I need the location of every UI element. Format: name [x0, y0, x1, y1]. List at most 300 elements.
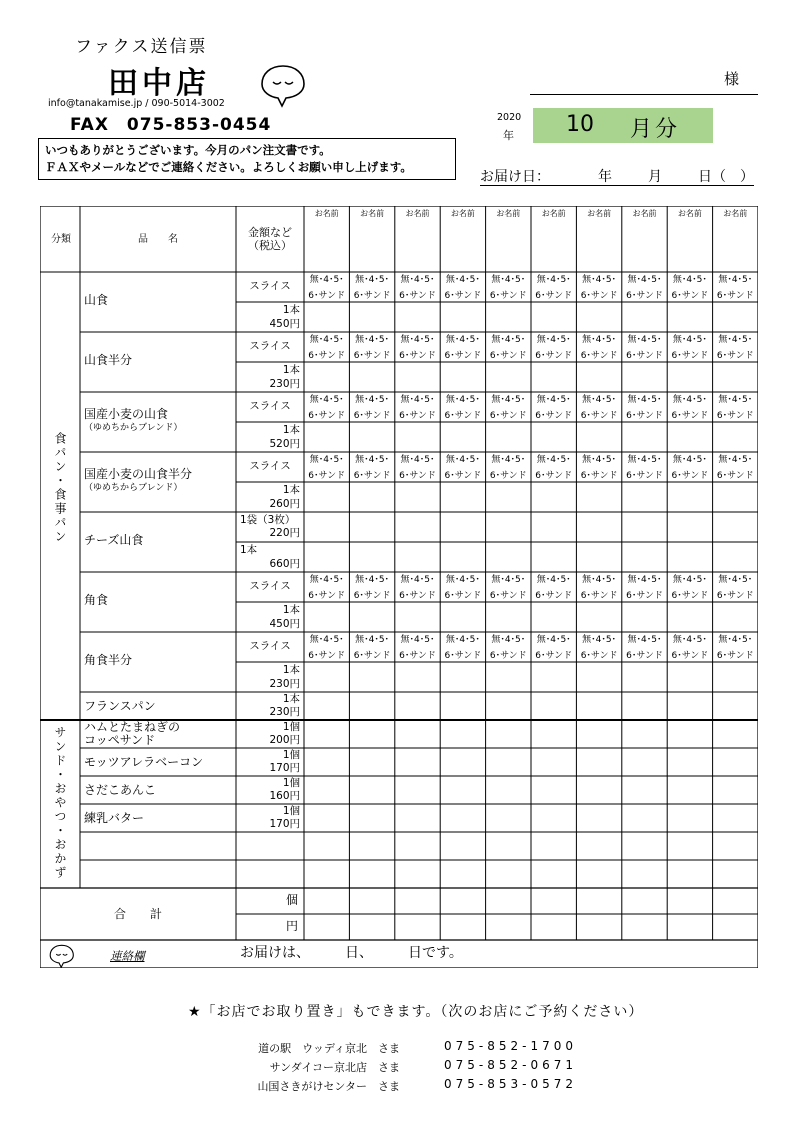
slice-option-cell[interactable] [667, 332, 712, 364]
order-quantity-cell[interactable] [349, 860, 394, 888]
order-quantity-cell[interactable] [486, 302, 531, 332]
slice-option-cell[interactable] [349, 572, 394, 604]
slice-option-line-1: 無･4･5･ [718, 635, 753, 645]
slice-option-line-2: 6･サンド [535, 471, 573, 481]
order-quantity-cell[interactable] [531, 776, 576, 804]
slice-option-line-1: 無･4･5･ [718, 575, 753, 585]
slice-option-line-1: 無･4･5･ [627, 335, 662, 345]
slice-option-line-2: 6･サンド [308, 651, 346, 661]
order-quantity-cell[interactable] [440, 602, 485, 632]
price-unit: 1本 [282, 304, 300, 316]
slice-option-line-1: 無･4･5･ [491, 275, 526, 285]
slice-option-cell[interactable] [667, 272, 712, 304]
order-quantity-cell[interactable] [440, 804, 485, 832]
order-quantity-cell[interactable] [576, 860, 621, 888]
customer-name-header: お名前 [450, 209, 475, 218]
order-quantity-cell[interactable] [486, 482, 531, 512]
order-quantity-cell[interactable] [440, 832, 485, 860]
price-value: 220円 [269, 527, 300, 539]
order-quantity-cell[interactable] [349, 914, 394, 940]
slice-option-cell[interactable] [486, 572, 531, 604]
slice-option-cell[interactable] [667, 452, 712, 484]
order-quantity-cell[interactable] [349, 302, 394, 332]
slice-option-cell[interactable] [713, 452, 758, 484]
delivery-note: お届けは、 日、 日です。 [240, 945, 463, 961]
order-quantity-cell[interactable] [531, 602, 576, 632]
order-quantity-cell[interactable] [622, 422, 667, 452]
order-quantity-cell[interactable] [440, 860, 485, 888]
order-quantity-cell[interactable] [486, 832, 531, 860]
order-quantity-cell[interactable] [395, 832, 440, 860]
slice-option-cell[interactable] [713, 332, 758, 364]
mascot-small-icon [50, 945, 73, 967]
item-subname: （ゆめちからブレンド） [84, 483, 183, 493]
slice-option-cell[interactable] [713, 272, 758, 304]
order-quantity-cell[interactable] [531, 888, 576, 914]
slice-option-line-2: 6･サンド [444, 351, 482, 361]
item-name: 国産小麦の山食 [84, 407, 169, 421]
order-quantity-cell[interactable] [395, 692, 440, 720]
slice-option-line-2: 6･サンド [580, 411, 618, 421]
slice-option-cell[interactable] [395, 392, 440, 424]
order-quantity-cell[interactable] [667, 602, 712, 632]
order-quantity-cell[interactable] [576, 422, 621, 452]
slice-option-line-1: 無･4･5･ [491, 335, 526, 345]
order-quantity-cell[interactable] [622, 662, 667, 692]
order-quantity-cell[interactable] [395, 482, 440, 512]
order-quantity-cell[interactable] [486, 804, 531, 832]
item-name: 山食 [84, 293, 109, 307]
slice-option-cell[interactable] [304, 332, 349, 364]
slice-option-cell[interactable] [349, 332, 394, 364]
slice-option-line-2: 6･サンド [716, 291, 754, 301]
order-quantity-cell[interactable] [713, 692, 758, 720]
order-quantity-cell[interactable] [667, 804, 712, 832]
order-quantity-cell[interactable] [395, 362, 440, 392]
order-quantity-cell[interactable] [349, 422, 394, 452]
order-quantity-cell[interactable] [576, 832, 621, 860]
delivery-date-field[interactable] [480, 166, 754, 186]
slice-option-line-2: 6･サンド [489, 591, 527, 601]
greeting-line-1: いつもありがとうございます。今月のパン注文書です。 [45, 143, 331, 157]
order-quantity-cell[interactable] [349, 482, 394, 512]
slice-option-cell[interactable] [622, 332, 667, 364]
order-quantity-cell[interactable] [349, 720, 394, 748]
order-quantity-cell[interactable] [576, 888, 621, 914]
order-quantity-cell[interactable] [713, 542, 758, 572]
order-quantity-cell[interactable] [576, 482, 621, 512]
order-quantity-cell[interactable] [440, 422, 485, 452]
order-quantity-cell[interactable] [486, 748, 531, 776]
order-quantity-cell[interactable] [576, 602, 621, 632]
slice-option-line-2: 6･サンド [626, 591, 663, 601]
slice-label: スライス [249, 640, 291, 652]
slice-option-line-1: 無･4･5･ [582, 575, 617, 585]
order-quantity-cell[interactable] [713, 302, 758, 332]
order-quantity-cell[interactable] [304, 748, 349, 776]
slice-option-line-2: 6･サンド [535, 411, 573, 421]
order-quantity-cell[interactable] [667, 422, 712, 452]
slice-option-cell[interactable] [576, 332, 621, 364]
order-quantity-cell[interactable] [304, 542, 349, 572]
order-quantity-cell[interactable] [440, 720, 485, 748]
slice-option-cell[interactable] [349, 632, 394, 664]
order-quantity-cell[interactable] [304, 602, 349, 632]
slice-option-cell[interactable] [440, 632, 485, 664]
order-quantity-cell[interactable] [576, 914, 621, 940]
order-quantity-cell[interactable] [576, 748, 621, 776]
slice-option-line-1: 無･4･5･ [718, 275, 753, 285]
slice-option-cell[interactable] [304, 452, 349, 484]
order-quantity-cell[interactable] [667, 720, 712, 748]
order-quantity-cell[interactable] [576, 662, 621, 692]
store-name: サンダイコー京北店 さま [269, 1061, 400, 1074]
order-quantity-cell[interactable] [713, 776, 758, 804]
order-quantity-cell[interactable] [349, 542, 394, 572]
slice-option-cell[interactable] [622, 572, 667, 604]
slice-option-cell[interactable] [667, 572, 712, 604]
order-quantity-cell[interactable] [395, 914, 440, 940]
slice-option-cell[interactable] [667, 632, 712, 664]
order-quantity-cell[interactable] [304, 914, 349, 940]
order-quantity-cell[interactable] [713, 860, 758, 888]
slice-option-line-2: 6･サンド [444, 591, 482, 601]
item-name: 練乳バター [84, 811, 145, 825]
slice-option-cell[interactable] [395, 632, 440, 664]
slice-option-cell[interactable] [440, 392, 485, 424]
order-quantity-cell[interactable] [440, 362, 485, 392]
order-quantity-cell[interactable] [304, 482, 349, 512]
order-quantity-cell[interactable] [622, 832, 667, 860]
order-quantity-cell[interactable] [531, 542, 576, 572]
order-quantity-cell[interactable] [395, 860, 440, 888]
order-quantity-cell[interactable] [486, 720, 531, 748]
order-quantity-cell[interactable] [531, 662, 576, 692]
price-unit: 1本 [240, 544, 258, 556]
slice-option-line-2: 6･サンド [399, 651, 436, 661]
order-quantity-cell[interactable] [304, 720, 349, 748]
price-unit: 1本 [282, 664, 300, 676]
slice-option-cell[interactable] [349, 452, 394, 484]
order-quantity-cell[interactable] [440, 888, 485, 914]
slice-option-cell[interactable] [622, 392, 667, 424]
slice-option-line-1: 無･4･5･ [627, 575, 662, 585]
slice-option-line-2: 6･サンド [626, 471, 663, 481]
order-quantity-cell[interactable] [486, 362, 531, 392]
slice-option-cell[interactable] [531, 452, 576, 484]
order-quantity-cell[interactable] [667, 832, 712, 860]
slice-option-line-1: 無･4･5･ [400, 455, 435, 465]
slice-option-cell[interactable] [349, 272, 394, 304]
slice-option-line-2: 6･サンド [444, 291, 482, 301]
order-quantity-cell[interactable] [304, 832, 349, 860]
slice-option-cell[interactable] [395, 272, 440, 304]
order-quantity-cell[interactable] [622, 720, 667, 748]
order-table [40, 206, 758, 968]
order-quantity-cell[interactable] [486, 888, 531, 914]
shop-name: 田中店 [108, 66, 210, 101]
slice-option-cell[interactable] [622, 452, 667, 484]
order-quantity-cell[interactable] [395, 662, 440, 692]
order-quantity-cell[interactable] [304, 302, 349, 332]
order-quantity-cell[interactable] [622, 362, 667, 392]
slice-option-cell[interactable] [440, 452, 485, 484]
slice-option-cell[interactable] [713, 632, 758, 664]
order-quantity-cell[interactable] [440, 776, 485, 804]
order-quantity-cell[interactable] [395, 422, 440, 452]
order-quantity-cell[interactable] [576, 302, 621, 332]
slice-option-cell[interactable] [304, 392, 349, 424]
order-quantity-cell[interactable] [349, 692, 394, 720]
slice-option-cell[interactable] [531, 272, 576, 304]
order-quantity-cell[interactable] [349, 832, 394, 860]
slice-option-line-1: 無･4･5･ [536, 335, 571, 345]
price-value: 160円 [269, 790, 300, 802]
order-quantity-cell[interactable] [713, 662, 758, 692]
order-quantity-cell[interactable] [486, 542, 531, 572]
shop-contact: info@tanakamise.jp / 090-5014-3002 [48, 98, 225, 109]
slice-option-cell[interactable] [576, 392, 621, 424]
slice-option-line-2: 6･サンド [580, 291, 618, 301]
order-quantity-cell[interactable] [576, 362, 621, 392]
slice-option-line-1: 無･4･5･ [627, 395, 662, 405]
order-quantity-cell[interactable] [304, 776, 349, 804]
slice-option-line-2: 6･サンド [626, 291, 663, 301]
slice-option-cell[interactable] [486, 332, 531, 364]
slice-option-line-2: 6･サンド [399, 411, 436, 421]
order-quantity-cell[interactable] [486, 662, 531, 692]
slice-option-cell[interactable] [713, 392, 758, 424]
order-quantity-cell[interactable] [395, 888, 440, 914]
slice-option-cell[interactable] [576, 272, 621, 304]
order-quantity-cell[interactable] [622, 302, 667, 332]
order-quantity-cell[interactable] [304, 804, 349, 832]
slice-label: スライス [249, 280, 291, 292]
price-value: 230円 [269, 678, 300, 690]
slice-option-line-2: 6･サンド [671, 411, 709, 421]
order-quantity-cell[interactable] [713, 602, 758, 632]
slice-option-cell[interactable] [486, 632, 531, 664]
slice-option-cell[interactable] [713, 572, 758, 604]
order-quantity-cell[interactable] [667, 692, 712, 720]
slice-option-line-1: 無･4･5･ [400, 575, 435, 585]
order-quantity-cell[interactable] [622, 602, 667, 632]
slice-option-line-2: 6･サンド [535, 651, 573, 661]
order-quantity-cell[interactable] [531, 482, 576, 512]
order-quantity-cell[interactable] [667, 482, 712, 512]
order-quantity-cell[interactable] [531, 804, 576, 832]
order-quantity-cell[interactable] [622, 692, 667, 720]
slice-option-cell[interactable] [395, 332, 440, 364]
order-quantity-cell[interactable] [576, 720, 621, 748]
order-quantity-cell[interactable] [486, 914, 531, 940]
customer-name-header: お名前 [587, 209, 612, 218]
order-quantity-cell[interactable] [531, 748, 576, 776]
order-quantity-cell[interactable] [667, 748, 712, 776]
slice-option-cell[interactable] [486, 452, 531, 484]
slice-option-line-1: 無･4･5･ [445, 335, 480, 345]
order-quantity-cell[interactable] [713, 422, 758, 452]
slice-option-cell[interactable] [304, 632, 349, 664]
order-quantity-cell[interactable] [531, 860, 576, 888]
order-quantity-cell[interactable] [349, 362, 394, 392]
order-quantity-cell[interactable] [667, 302, 712, 332]
slice-option-cell[interactable] [622, 632, 667, 664]
order-quantity-cell[interactable] [622, 542, 667, 572]
slice-option-cell[interactable] [576, 572, 621, 604]
slice-option-line-1: 無･4･5･ [672, 575, 707, 585]
order-quantity-cell[interactable] [576, 804, 621, 832]
order-quantity-cell[interactable] [622, 776, 667, 804]
order-quantity-cell[interactable] [531, 692, 576, 720]
slice-option-cell[interactable] [440, 572, 485, 604]
order-quantity-cell[interactable] [349, 804, 394, 832]
order-quantity-cell[interactable] [395, 776, 440, 804]
slice-option-line-2: 6･サンド [716, 471, 754, 481]
order-quantity-cell[interactable] [713, 748, 758, 776]
order-quantity-cell[interactable] [349, 602, 394, 632]
order-quantity-cell[interactable] [576, 692, 621, 720]
slice-option-cell[interactable] [531, 572, 576, 604]
order-quantity-cell[interactable] [440, 302, 485, 332]
order-quantity-cell[interactable] [395, 748, 440, 776]
order-quantity-cell[interactable] [304, 362, 349, 392]
order-quantity-cell[interactable] [395, 720, 440, 748]
slice-option-cell[interactable] [531, 632, 576, 664]
slice-option-cell[interactable] [440, 332, 485, 364]
order-quantity-cell[interactable] [440, 542, 485, 572]
total-unit-count: 個 [285, 893, 298, 907]
order-quantity-cell[interactable] [440, 914, 485, 940]
order-quantity-cell[interactable] [713, 482, 758, 512]
slice-option-line-1: 無･4･5･ [400, 395, 435, 405]
order-quantity-cell[interactable] [440, 482, 485, 512]
order-quantity-cell[interactable] [395, 542, 440, 572]
recipient-name-line[interactable] [530, 94, 758, 95]
slice-option-cell[interactable] [486, 392, 531, 424]
order-quantity-cell[interactable] [622, 748, 667, 776]
order-quantity-cell[interactable] [576, 542, 621, 572]
slice-option-line-1: 無･4･5･ [536, 455, 571, 465]
order-quantity-cell[interactable] [531, 720, 576, 748]
slice-option-line-1: 無･4･5･ [672, 395, 707, 405]
order-quantity-cell[interactable] [440, 662, 485, 692]
slice-option-line-2: 6･サンド [580, 651, 618, 661]
month-label: 月分 [630, 117, 681, 142]
order-quantity-cell[interactable] [713, 832, 758, 860]
slice-option-line-2: 6･サンド [489, 291, 527, 301]
order-quantity-cell[interactable] [667, 860, 712, 888]
order-quantity-cell[interactable] [349, 776, 394, 804]
slice-option-cell[interactable] [395, 572, 440, 604]
price-value: 450円 [269, 318, 300, 330]
store-phone: 075-852-1700 [444, 1039, 578, 1053]
order-quantity-cell[interactable] [395, 804, 440, 832]
order-quantity-cell[interactable] [622, 804, 667, 832]
order-quantity-cell[interactable] [486, 776, 531, 804]
order-quantity-cell[interactable] [349, 888, 394, 914]
item-name: 角食 [84, 593, 109, 607]
order-quantity-cell[interactable] [440, 748, 485, 776]
order-quantity-cell[interactable] [304, 422, 349, 452]
order-quantity-cell[interactable] [667, 542, 712, 572]
slice-option-cell[interactable] [576, 632, 621, 664]
order-quantity-cell[interactable] [531, 422, 576, 452]
slice-option-line-2: 6･サンド [671, 351, 709, 361]
order-quantity-cell[interactable] [531, 832, 576, 860]
order-quantity-cell[interactable] [622, 914, 667, 940]
order-quantity-cell[interactable] [531, 362, 576, 392]
order-quantity-cell[interactable] [667, 662, 712, 692]
slice-option-line-1: 無･4･5･ [400, 635, 435, 645]
slice-option-cell[interactable] [531, 332, 576, 364]
order-quantity-cell[interactable] [713, 914, 758, 940]
slice-option-cell[interactable] [622, 272, 667, 304]
slice-option-cell[interactable] [531, 392, 576, 424]
order-quantity-cell[interactable] [622, 482, 667, 512]
order-quantity-cell[interactable] [349, 662, 394, 692]
slice-option-line-2: 6･サンド [353, 651, 391, 661]
order-quantity-cell[interactable] [531, 914, 576, 940]
order-quantity-cell[interactable] [667, 888, 712, 914]
slice-option-cell[interactable] [304, 272, 349, 304]
order-quantity-cell[interactable] [349, 748, 394, 776]
order-quantity-cell[interactable] [713, 362, 758, 392]
item-name: モッツアレラベーコン [84, 755, 204, 769]
order-quantity-cell[interactable] [622, 860, 667, 888]
slice-option-cell[interactable] [304, 572, 349, 604]
order-quantity-cell[interactable] [713, 720, 758, 748]
price-value: 170円 [269, 762, 300, 774]
slice-option-line-1: 無･4･5･ [355, 395, 390, 405]
order-quantity-cell[interactable] [486, 422, 531, 452]
price-value: 200円 [269, 734, 300, 746]
slice-option-line-2: 6･サンド [353, 291, 391, 301]
order-quantity-cell[interactable] [667, 776, 712, 804]
order-quantity-cell[interactable] [395, 302, 440, 332]
order-quantity-cell[interactable] [667, 914, 712, 940]
slice-option-line-2: 6･サンド [671, 471, 709, 481]
order-quantity-cell[interactable] [667, 362, 712, 392]
item-name: 山食半分 [84, 353, 133, 367]
slice-option-cell[interactable] [486, 272, 531, 304]
price-unit: 1個 [282, 749, 300, 761]
price-unit: 1個 [282, 721, 300, 733]
slice-option-line-1: 無･4･5･ [672, 335, 707, 345]
slice-option-cell[interactable] [576, 452, 621, 484]
slice-option-cell[interactable] [349, 392, 394, 424]
order-quantity-cell[interactable] [713, 804, 758, 832]
order-quantity-cell[interactable] [576, 776, 621, 804]
order-quantity-cell[interactable] [304, 888, 349, 914]
order-quantity-cell[interactable] [440, 692, 485, 720]
order-quantity-cell[interactable] [304, 662, 349, 692]
order-quantity-cell[interactable] [486, 602, 531, 632]
order-quantity-cell[interactable] [304, 860, 349, 888]
order-quantity-cell[interactable] [395, 602, 440, 632]
order-quantity-cell[interactable] [622, 888, 667, 914]
slice-option-cell[interactable] [440, 272, 485, 304]
order-quantity-cell[interactable] [531, 302, 576, 332]
order-quantity-cell[interactable] [486, 860, 531, 888]
slice-option-cell[interactable] [395, 452, 440, 484]
slice-label: スライス [249, 340, 291, 352]
order-quantity-cell[interactable] [486, 692, 531, 720]
order-quantity-cell[interactable] [304, 692, 349, 720]
pickup-note: ★「お店でお取り置き」もできます。（次のお店にご予約ください） [188, 1004, 644, 1020]
order-quantity-cell[interactable] [713, 888, 758, 914]
slice-option-cell[interactable] [667, 392, 712, 424]
